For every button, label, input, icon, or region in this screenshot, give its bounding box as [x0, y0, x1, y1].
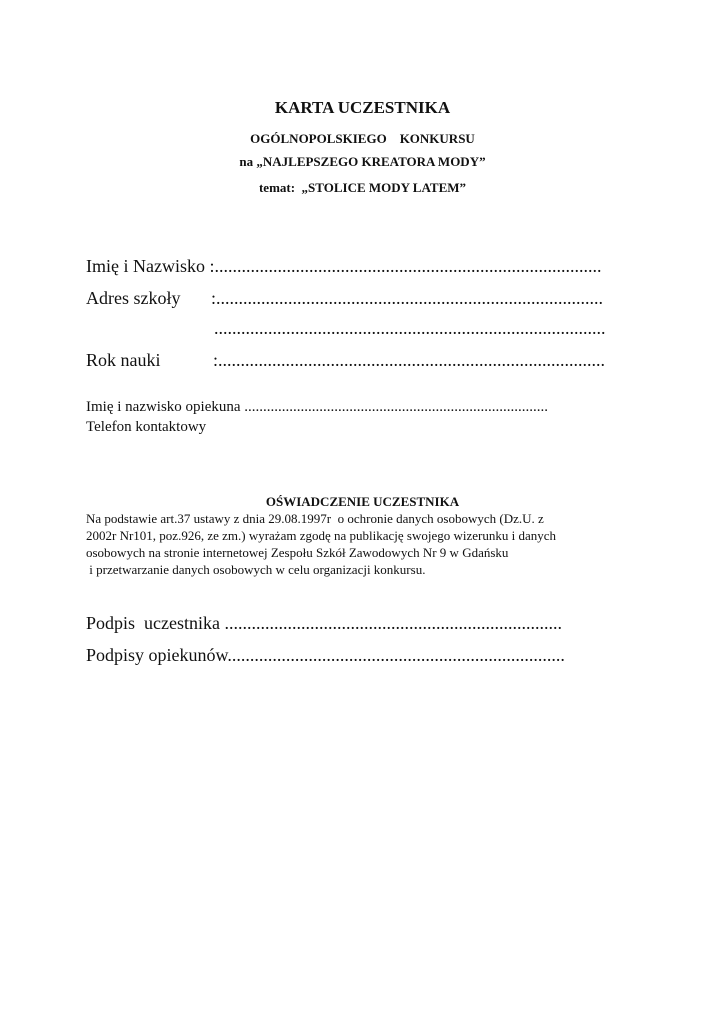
name-field[interactable]: Imię i Nazwisko :...................................................................................... — [86, 256, 602, 276]
school-address-label: Adres szkoły — [86, 288, 181, 308]
declaration-line-1: Na podstawie art.37 ustawy z dnia 29.08.1997r o ochronie danych osobowych (Dz.U. z — [86, 511, 544, 526]
declaration-line-4: i przetwarzanie danych osobowych w celu organizacji konkursu. — [86, 562, 426, 577]
guardian-name-field[interactable]: Imię i nazwisko opiekuna ................................................................................. — [86, 399, 549, 415]
guardians-signature-field[interactable]: Podpisy opiekunów........................................................................... — [86, 645, 565, 665]
page-title: KARTA UCZESTNIKA — [274, 98, 451, 117]
declaration-line-3: osobowych na stronie internetowej Zespołu Szkół Zawodowych Nr 9 w Gdańsku — [86, 545, 509, 560]
year-label: Rok nauki — [86, 350, 161, 370]
school-address-field-line1[interactable]: :...................................................................................... — [211, 288, 604, 308]
subtitle-theme: temat: „STOLICE MODY LATEM” — [258, 180, 467, 195]
year-field[interactable]: :...................................................................................... — [213, 350, 606, 370]
subtitle-contest-name: na „NAJLEPSZEGO KREATORA MODY” — [239, 154, 486, 169]
phone-label: Telefon kontaktowy — [86, 419, 207, 435]
subtitle-contest: OGÓLNOPOLSKIEGO KONKURSU — [250, 131, 475, 146]
declaration-line-2: 2002r Nr101, poz.926, ze zm.) wyrażam zgodę na publikację swojego wizerunku i danych — [86, 528, 557, 543]
school-address-field-line2[interactable]: ....................................................................................... — [214, 318, 606, 338]
declaration-title: OŚWIADCZENIE UCZESTNIKA — [265, 494, 460, 509]
participant-signature-field[interactable]: Podpis uczestnika ........................................................................... — [86, 613, 562, 633]
